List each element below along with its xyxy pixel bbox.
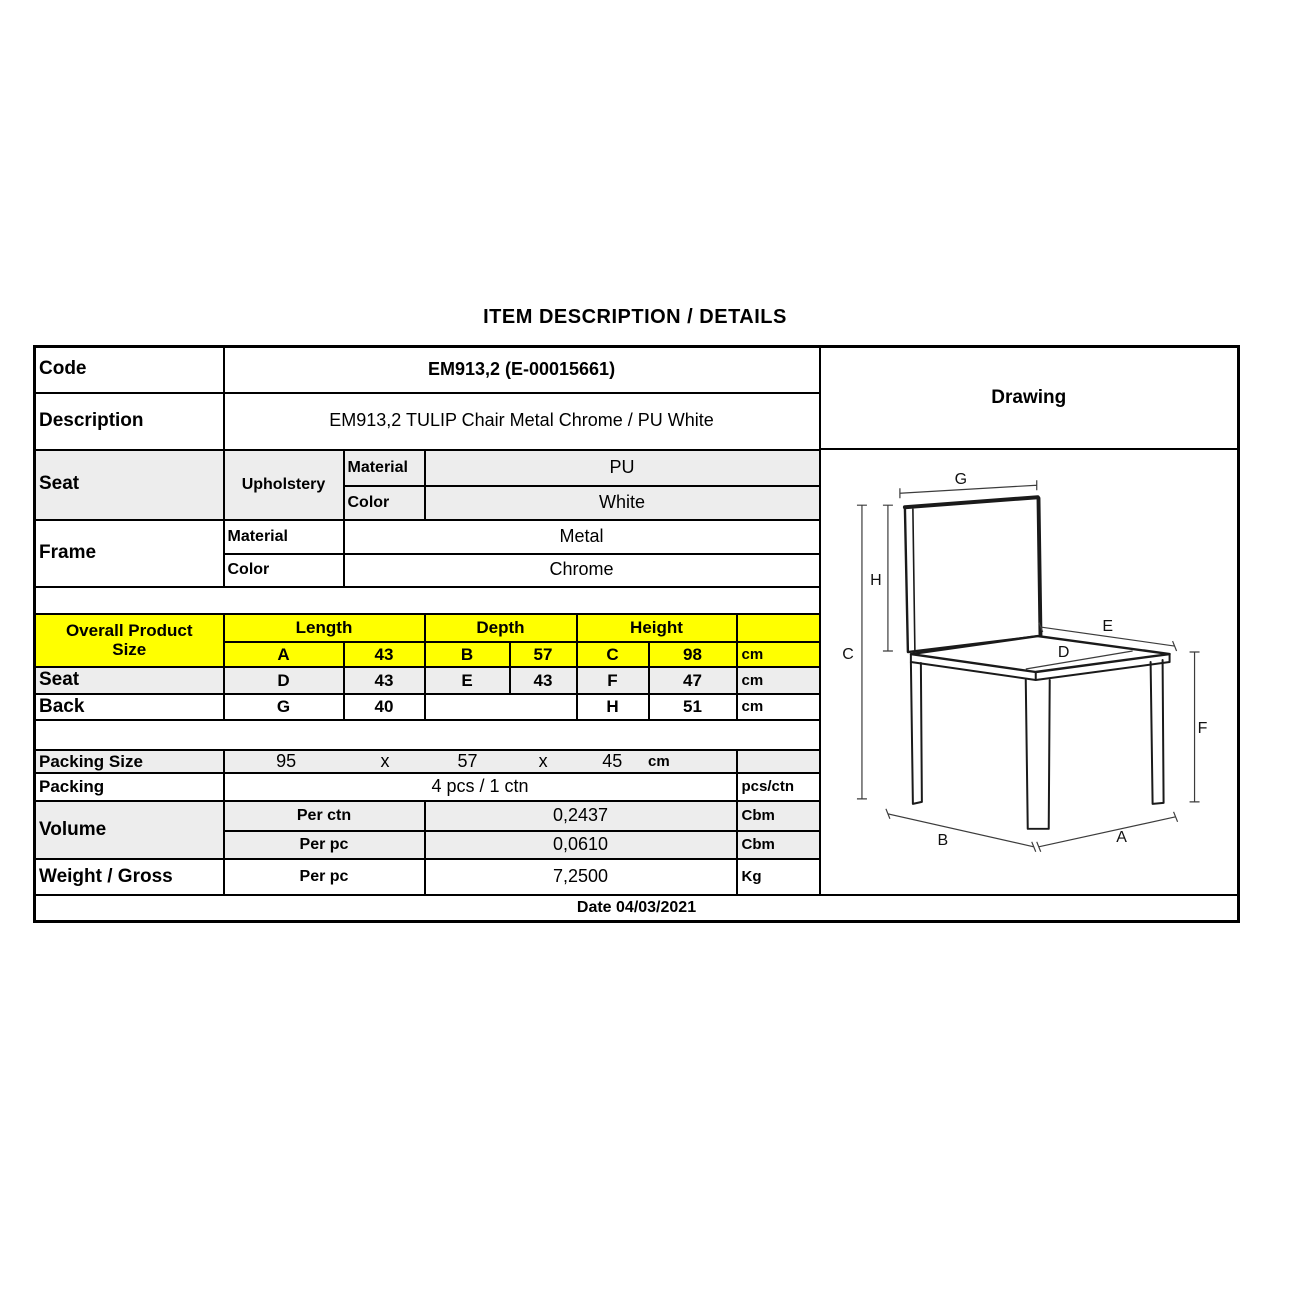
- description-value: EM913,2 TULIP Chair Metal Chrome / PU White: [224, 393, 820, 450]
- dim-label-a: A: [1115, 828, 1127, 846]
- depth-header: Depth: [425, 614, 577, 643]
- size-unit-header-blank: [737, 614, 820, 643]
- weight-unit: Kg: [737, 859, 820, 895]
- dim-label-d: D: [1057, 644, 1069, 662]
- dim-a-value: 43: [344, 642, 425, 667]
- code-value: EM913,2 (E-00015661): [224, 347, 820, 393]
- per-pc-unit: Cbm: [737, 831, 820, 859]
- per-pc-label: Per pc: [224, 831, 425, 859]
- dim-label-c: C: [841, 646, 854, 664]
- dim-f-value: 47: [649, 667, 737, 694]
- dim-h-value: 51: [649, 694, 737, 720]
- overall-product-size-label: Overall Product Size: [35, 614, 224, 668]
- page-title: ITEM DESCRIPTION / DETAILS: [483, 306, 787, 328]
- seat-color-label: Color: [344, 486, 425, 520]
- weight-value: 7,2500: [425, 859, 737, 895]
- weight-per-pc-label: Per pc: [224, 859, 425, 895]
- seat-label: Seat: [35, 450, 224, 521]
- seat-size-unit: cm: [737, 667, 820, 694]
- dim-b: B: [425, 642, 510, 667]
- back-size-label: Back: [35, 694, 224, 720]
- packing-size-v2: 57: [457, 750, 478, 771]
- code-label: Code: [35, 347, 224, 393]
- chair-drawing: [821, 450, 1238, 894]
- frame-material-value: Metal: [344, 520, 820, 554]
- seat-material-value: PU: [425, 450, 820, 487]
- height-header: Height: [577, 614, 737, 643]
- dim-d-value: 43: [344, 667, 425, 694]
- seat-color-value: White: [425, 486, 820, 520]
- seat-material-label: Material: [344, 450, 425, 487]
- date-row: [35, 895, 1239, 921]
- frame-label: Frame: [35, 520, 224, 587]
- volume-label: Volume: [35, 801, 224, 859]
- dim-h: H: [577, 694, 649, 720]
- date-value: Date 04/03/2021: [35, 895, 1239, 921]
- drawing-panel: [820, 347, 1239, 896]
- description-label: Description: [35, 393, 224, 450]
- dim-c: C: [577, 642, 649, 667]
- dim-c-value: 98: [649, 642, 737, 667]
- per-ctn-label: Per ctn: [224, 801, 425, 831]
- dim-label-f: F: [1197, 719, 1207, 737]
- packing-size-x1: x: [380, 750, 390, 771]
- dim-e-value: 43: [510, 667, 577, 694]
- packing-unit: pcs/ctn: [737, 773, 820, 801]
- dim-e: E: [425, 667, 510, 694]
- drawing-title: Drawing: [821, 348, 1238, 450]
- packing-size-v3: 45: [602, 750, 623, 771]
- per-ctn-unit: Cbm: [737, 801, 820, 831]
- seat-size-label: Seat: [35, 667, 224, 694]
- weight-label: Weight / Gross: [35, 859, 224, 895]
- frame-material-label: Material: [224, 520, 344, 554]
- back-depth-blank: [425, 694, 577, 720]
- chair-technical-drawing-svg: [821, 450, 1238, 894]
- size-unit: cm: [737, 642, 820, 667]
- dim-b-value: 57: [510, 642, 577, 667]
- item-details-table: [33, 345, 1240, 923]
- packing-size-v1: 95: [276, 750, 297, 771]
- dim-g: G: [224, 694, 344, 720]
- packing-size-x2: x: [538, 750, 548, 771]
- packing-size-label: Packing Size: [35, 750, 224, 773]
- dim-label-h: H: [869, 572, 882, 590]
- frame-color-value: Chrome: [344, 554, 820, 587]
- per-pc-value: 0,0610: [425, 831, 737, 859]
- per-ctn-value: 0,2437: [425, 801, 737, 831]
- dim-d: D: [224, 667, 344, 694]
- dim-f: F: [577, 667, 649, 694]
- frame-color-label: Color: [224, 554, 344, 587]
- dim-label-b: B: [937, 831, 948, 849]
- code-row: [35, 347, 1239, 393]
- dim-label-e: E: [1101, 618, 1113, 636]
- packing-value: 4 pcs / 1 ctn: [224, 773, 737, 801]
- dim-label-g: G: [954, 471, 967, 489]
- packing-size-unit: cm: [648, 752, 670, 770]
- seat-upholstery-label: Upholstery: [224, 450, 344, 521]
- back-size-unit: cm: [737, 694, 820, 720]
- packing-size-values: [224, 750, 737, 773]
- dim-g-value: 40: [344, 694, 425, 720]
- length-header: Length: [224, 614, 425, 643]
- dim-a: A: [224, 642, 344, 667]
- packing-label: Packing: [35, 773, 224, 801]
